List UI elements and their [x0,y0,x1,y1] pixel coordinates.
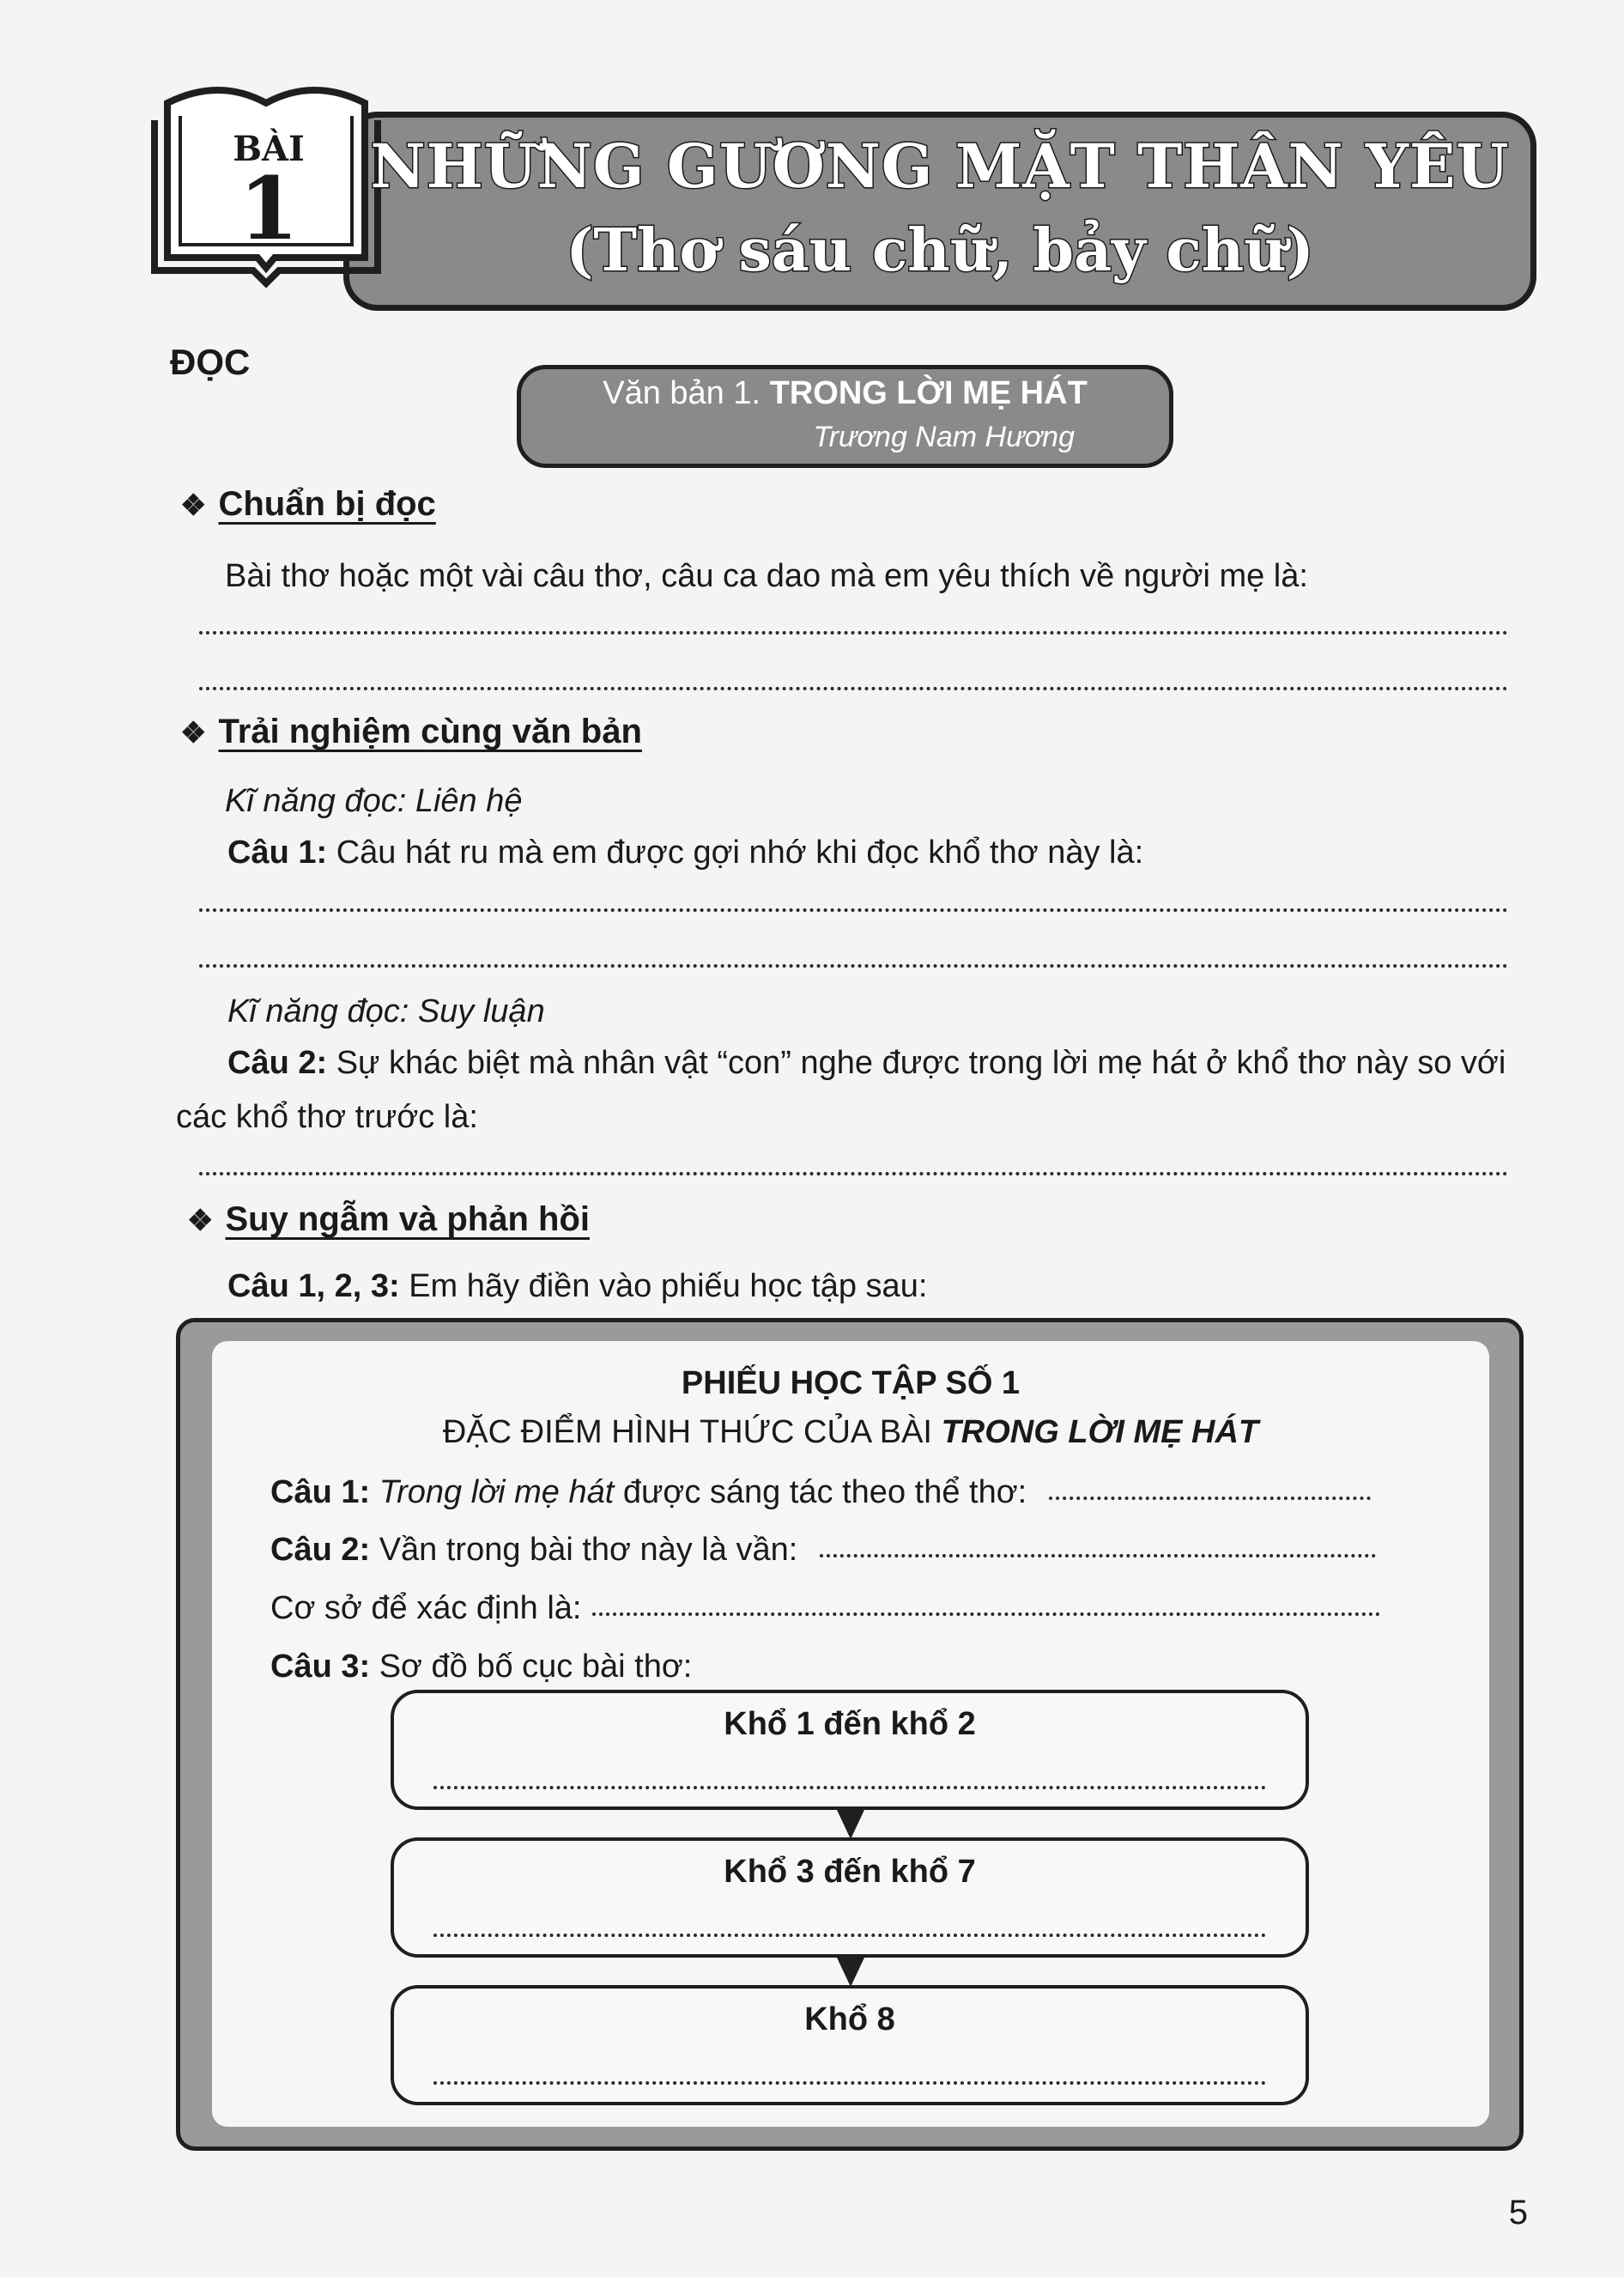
answer-line[interactable] [433,2081,1266,2085]
prep-prompt: Bài thơ hoặc một vài câu thơ, câu ca dao mà em yêu thích về người mẹ là: [225,558,1308,594]
lesson-number: 1 [239,158,299,259]
layout-box-label: Khổ 8 [804,2001,895,2037]
answer-line[interactable] [592,1612,1380,1616]
question-2: Câu 2: Sự khác biệt mà nhân vật “con” nghe được trong lời mẹ hát ở khổ thơ này so với [227,1045,1506,1081]
answer-line[interactable] [1049,1497,1371,1500]
heading-prep: ❖ Chuẩn bị đọc [180,485,436,523]
ws-basis: Cơ sở để xác định là: [270,1590,582,1626]
question-1: Câu 1: Câu hát ru mà em được gợi nhớ khi đọc khổ thơ này là: [227,835,1144,871]
diamond-bullet-icon: ❖ [180,489,207,522]
layout-box-label: Khổ 3 đến khổ 7 [724,1854,976,1890]
answer-line[interactable] [199,1172,1508,1175]
lesson-label: BÀI [233,129,305,169]
lesson-subtitle: (Thơ sáu chữ, bảy chữ) [566,216,1314,285]
ws-question-3: Câu 3: Sơ đồ bố cục bài thơ: [270,1649,693,1685]
diamond-bullet-icon: ❖ [180,717,207,750]
section-label: ĐỌC [170,342,251,382]
question-2-cont: các khổ thơ trước là: [176,1099,478,1135]
heading-reflect: ❖ Suy ngẫm và phản hồi [187,1200,590,1238]
answer-line[interactable] [199,964,1508,968]
answer-line[interactable] [199,687,1508,690]
answer-line[interactable] [820,1554,1376,1557]
text-title: Văn bản 1. TRONG LỜI MẸ HÁT [603,375,1088,411]
layout-box-label: Khổ 1 đến khổ 2 [724,1706,976,1742]
worksheet-title: PHIẾU HỌC TẬP SỐ 1 [681,1365,1021,1401]
heading-experience: ❖ Trải nghiệm cùng văn bản [180,713,642,750]
arrow-down-icon [837,1958,864,1987]
answer-line[interactable] [433,1934,1266,1937]
answer-line[interactable] [199,908,1508,912]
skill-label: Kĩ năng đọc: Suy luận [227,993,545,1029]
answer-line[interactable] [199,631,1508,635]
text-author: Trương Nam Hương [813,421,1075,453]
lesson-title: NHỮNG GƯƠNG MẶT THÂN YÊU [370,131,1510,202]
ws-question-1: Câu 1: Trong lời mẹ hát được sáng tác theo thể thơ: [270,1474,1027,1510]
ws-question-2: Câu 2: Vần trong bài thơ này là vần: [270,1532,798,1568]
page-number: 5 [1508,2194,1528,2231]
diamond-bullet-icon: ❖ [187,1205,214,1237]
question-reflect: Câu 1, 2, 3: Em hãy điền vào phiếu học tập sau: [227,1268,928,1304]
arrow-down-icon [837,1810,864,1839]
skill-label: Kĩ năng đọc: Liên hệ [225,783,523,819]
answer-line[interactable] [433,1786,1266,1789]
worksheet-subtitle: ĐẶC ĐIỂM HÌNH THỨC CỦA BÀI TRONG LỜI MẸ HÁT [442,1414,1259,1450]
